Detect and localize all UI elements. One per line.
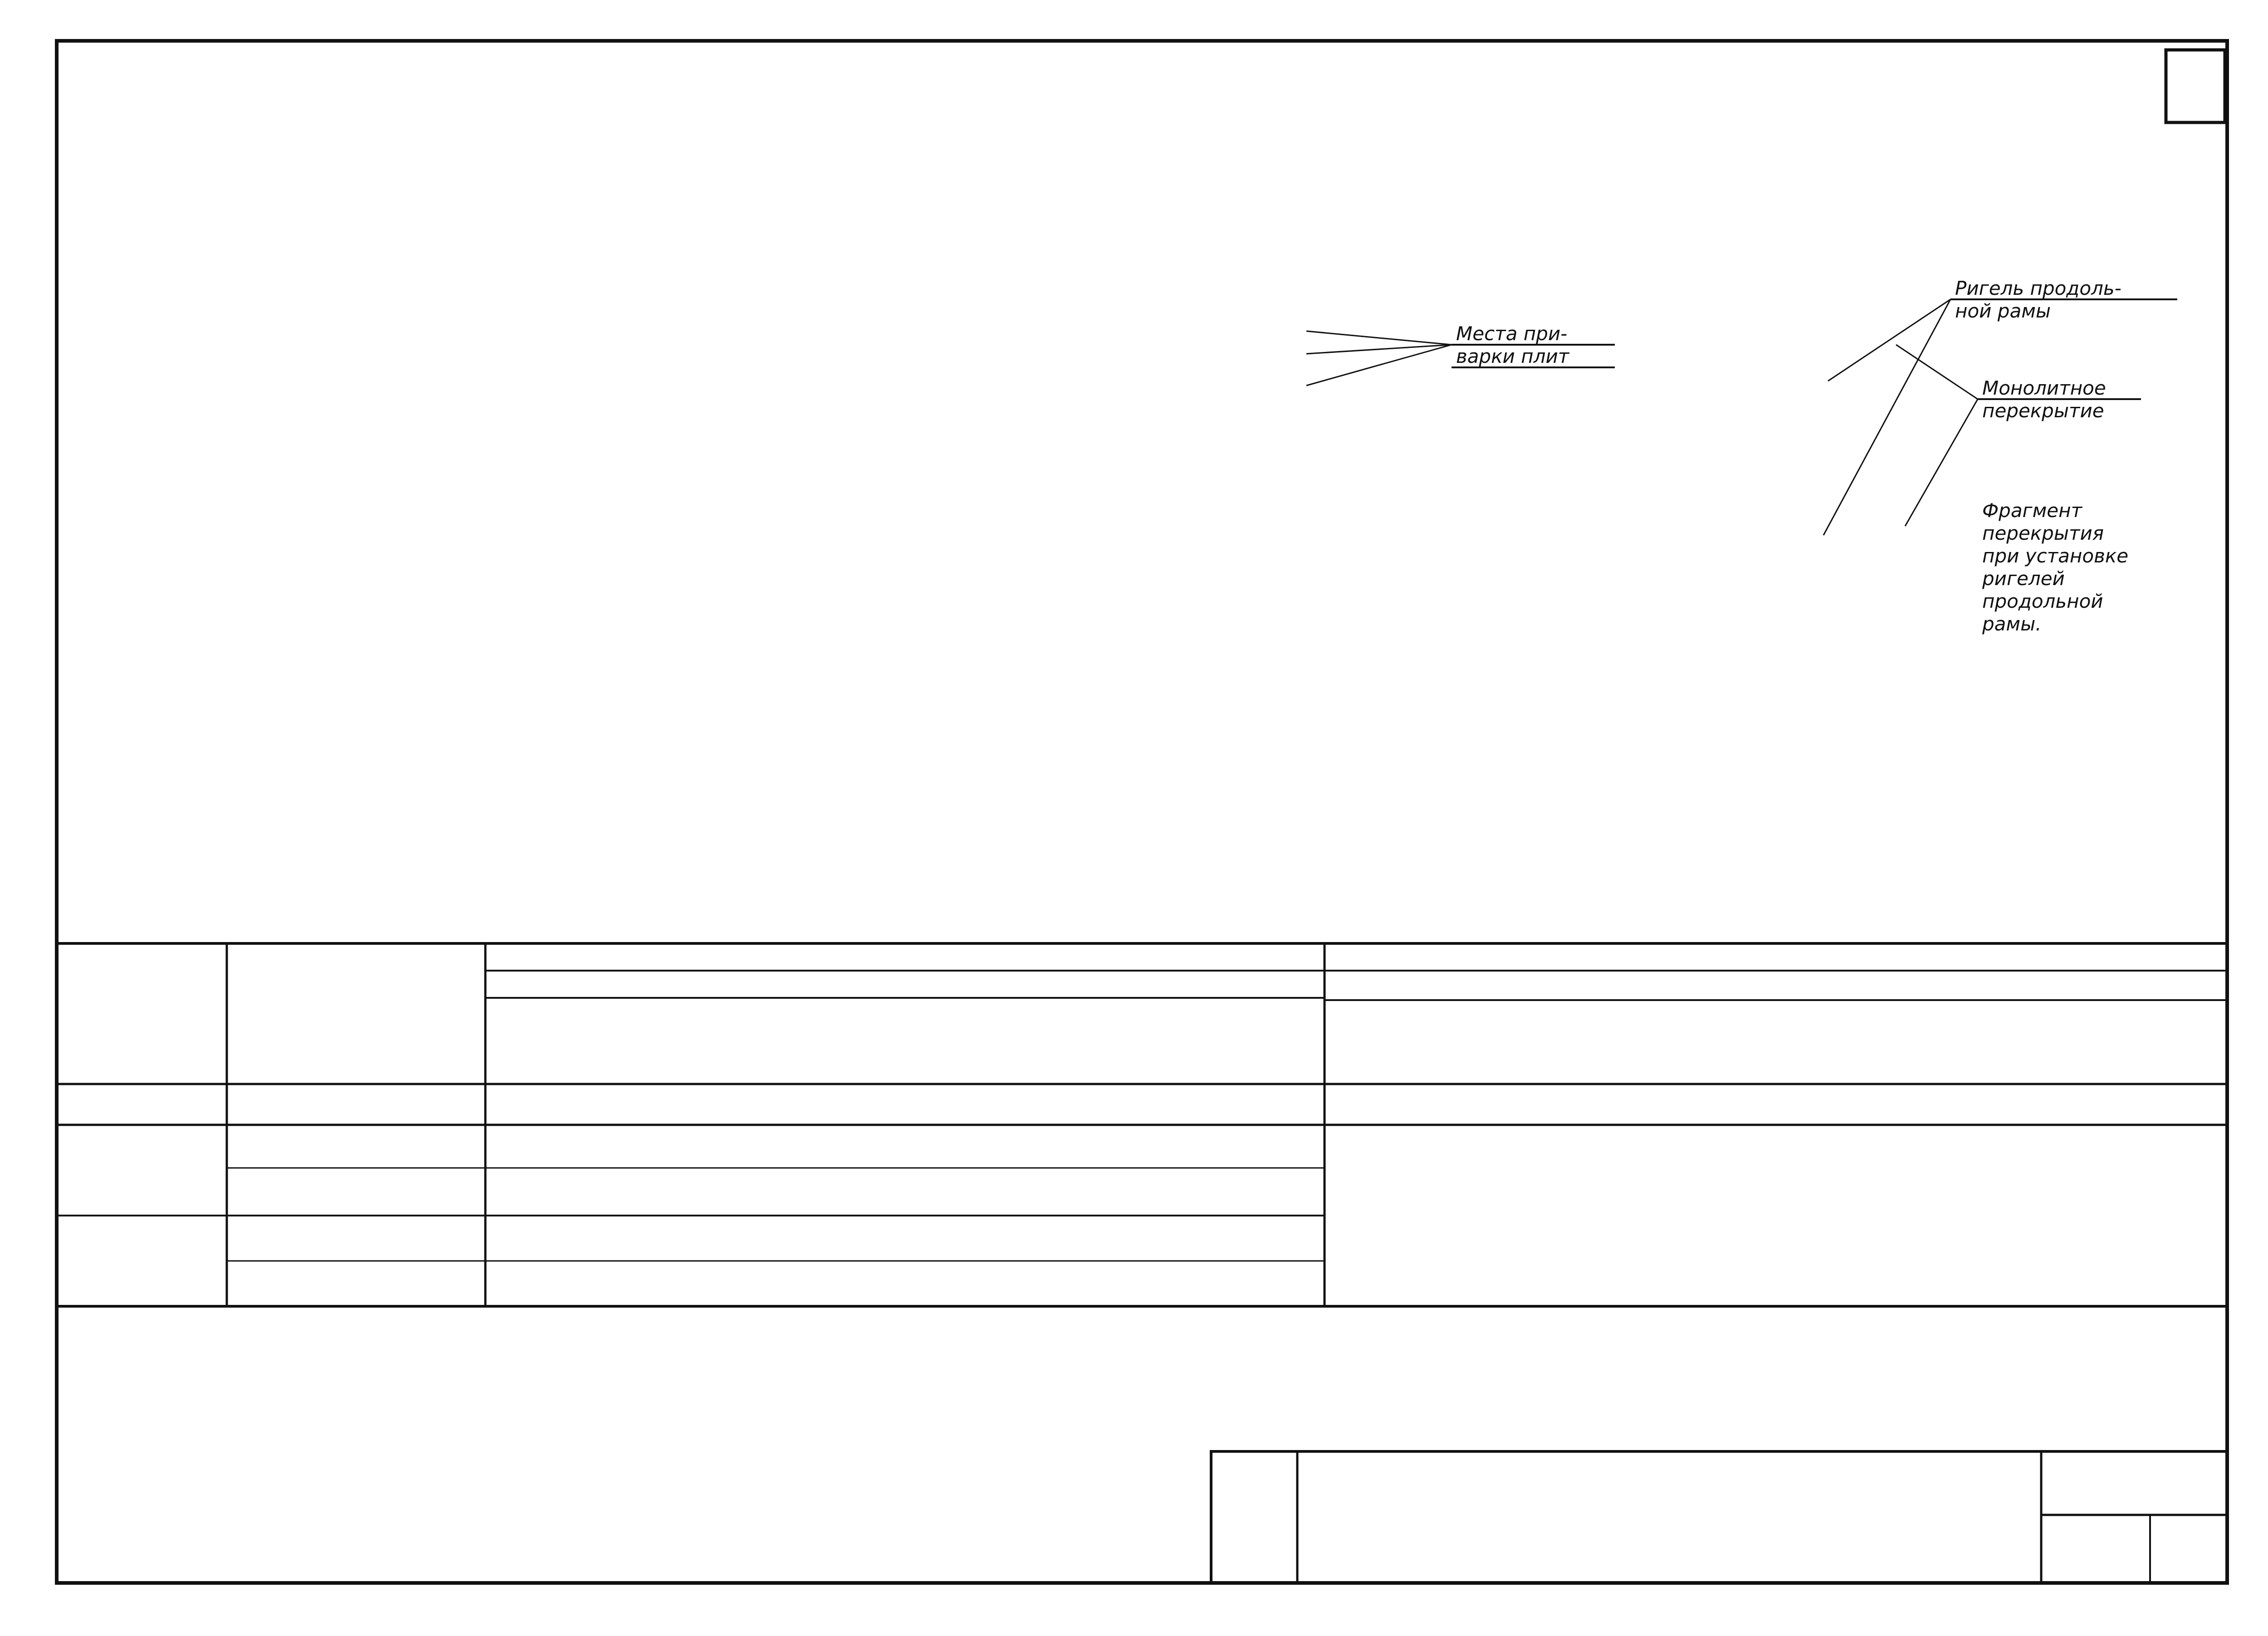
plan-notes [1306, 277, 2177, 635]
note-monolith-1: Монолитное [1982, 377, 2106, 399]
sheet-frame [57, 41, 2227, 1583]
marks-table [57, 943, 2227, 1306]
sheet-number-box [2166, 50, 2225, 122]
note-fragment-6: рамы. [1982, 613, 2042, 635]
note-fragment-5: продольной [1982, 590, 2103, 612]
note-fragment-1: Фрагмент [1982, 499, 2082, 522]
note-riegel-1: Ригель продоль- [1955, 277, 2121, 299]
note-welding-2: варки плит [1456, 345, 1569, 367]
note-welding-1: Места при- [1456, 322, 1568, 345]
note-fragment-2: перекрытия [1982, 522, 2104, 544]
note-riegel-2: ной рамы [1955, 300, 2051, 322]
note-fragment-4: ригелей [1982, 567, 2065, 590]
title-stamp [1211, 1451, 2227, 1583]
note-fragment-3: при установке [1982, 545, 2129, 567]
note-monolith-2: перекрытие [1982, 400, 2104, 422]
